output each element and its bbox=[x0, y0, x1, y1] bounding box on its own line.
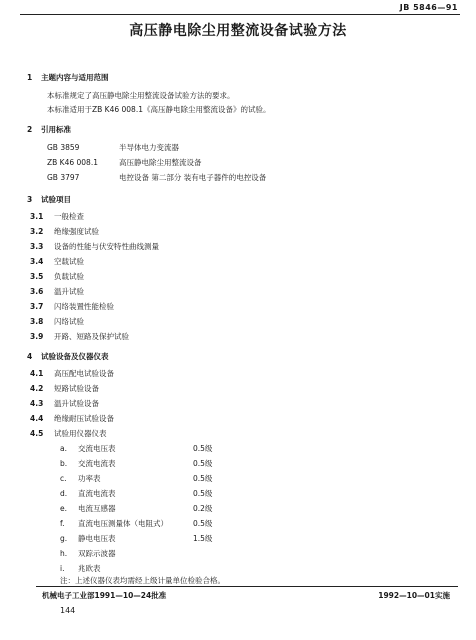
item-number: 3.1 bbox=[30, 212, 44, 221]
item-text: 绝缘强度试验 bbox=[54, 227, 99, 236]
list-item bbox=[30, 271, 84, 282]
instrument-row bbox=[60, 518, 212, 529]
section-3-heading bbox=[27, 194, 71, 205]
section-title: 试验项目 bbox=[41, 195, 71, 204]
instrument-accuracy: 0.5级 bbox=[193, 489, 213, 498]
instrument-name: 静电电压表 bbox=[78, 534, 116, 543]
instrument-row bbox=[60, 443, 212, 454]
list-item bbox=[30, 256, 84, 267]
instrument-accuracy: 1.5级 bbox=[193, 534, 213, 543]
section-title: 试验设备及仪器仪表 bbox=[41, 352, 109, 361]
instrument-name: 双踪示波器 bbox=[78, 549, 116, 558]
instrument-letter: a. bbox=[60, 444, 67, 453]
item-text: 空载试验 bbox=[54, 257, 84, 266]
instrument-letter: h. bbox=[60, 549, 68, 558]
list-item bbox=[30, 241, 159, 252]
instrument-letter: d. bbox=[60, 489, 68, 498]
reference-desc: 高压静电除尘用整流设备 bbox=[119, 158, 202, 167]
top-rule bbox=[20, 14, 460, 15]
instrument-row bbox=[60, 488, 212, 499]
approval-line: 机械电子工业部1991—10—24批准 bbox=[42, 591, 167, 600]
section-title: 引用标准 bbox=[41, 125, 71, 134]
instrument-accuracy: 0.5级 bbox=[193, 444, 213, 453]
section-1-heading bbox=[27, 72, 109, 83]
list-item bbox=[30, 211, 84, 222]
instrument-accuracy: 0.5级 bbox=[193, 474, 213, 483]
instrument-note: 注：上述仪器仪表均需经上级计量单位检验合格。 bbox=[60, 576, 225, 585]
reference-code: GB 3859 bbox=[47, 143, 80, 152]
item-text: 开路、短路及保护试验 bbox=[54, 332, 129, 341]
list-item bbox=[30, 398, 99, 409]
item-number: 3.6 bbox=[30, 287, 44, 296]
list-item bbox=[30, 413, 114, 424]
item-text: 温升试验 bbox=[54, 287, 84, 296]
item-text: 高压配电试验设备 bbox=[54, 369, 114, 378]
instrument-accuracy: 0.5级 bbox=[193, 459, 213, 468]
list-item bbox=[30, 226, 99, 237]
section-number: 3 bbox=[27, 195, 33, 204]
reference-desc: 电控设备 第二部分 装有电子器件的电控设备 bbox=[119, 173, 267, 182]
instrument-letter: c. bbox=[60, 474, 67, 483]
instrument-row bbox=[60, 563, 193, 574]
reference-row bbox=[47, 172, 266, 183]
item-number: 3.8 bbox=[30, 317, 44, 326]
instrument-row bbox=[60, 548, 193, 559]
page-number: 144 bbox=[60, 606, 76, 615]
instrument-accuracy: 0.2级 bbox=[193, 504, 213, 513]
item-text: 闪络试验 bbox=[54, 317, 84, 326]
instrument-row bbox=[60, 458, 212, 469]
item-text: 试验用仪器仪表 bbox=[54, 429, 107, 438]
item-number: 4.2 bbox=[30, 384, 44, 393]
section-1-line-1: 本标准规定了高压静电除尘用整流设备试验方法的要求。 bbox=[47, 91, 235, 100]
item-text: 温升试验设备 bbox=[54, 399, 99, 408]
instrument-row bbox=[60, 533, 212, 544]
reference-row bbox=[47, 142, 179, 153]
list-item bbox=[30, 286, 84, 297]
item-number: 3.3 bbox=[30, 242, 44, 251]
instrument-letter: i. bbox=[60, 564, 65, 573]
instrument-letter: e. bbox=[60, 504, 67, 513]
item-text: 绝缘耐压试验设备 bbox=[54, 414, 114, 423]
item-text: 短路试验设备 bbox=[54, 384, 99, 393]
section-title: 主题内容与适用范围 bbox=[41, 73, 109, 82]
reference-row bbox=[47, 157, 202, 168]
item-number: 3.5 bbox=[30, 272, 44, 281]
instrument-name: 电流互感器 bbox=[78, 504, 116, 513]
item-number: 3.9 bbox=[30, 332, 44, 341]
section-number: 2 bbox=[27, 125, 33, 134]
item-number: 3.4 bbox=[30, 257, 44, 266]
item-number: 3.2 bbox=[30, 227, 44, 236]
standard-number: JB 5846—91 bbox=[399, 3, 458, 12]
reference-code: GB 3797 bbox=[47, 173, 80, 182]
instrument-letter: f. bbox=[60, 519, 65, 528]
item-text: 设备的性能与伏安特性曲线测量 bbox=[54, 242, 159, 251]
item-number: 4.5 bbox=[30, 429, 44, 438]
section-2-heading bbox=[27, 124, 71, 135]
implementation-date: 1992—10—01实施 bbox=[378, 591, 450, 600]
item-number: 4.3 bbox=[30, 399, 44, 408]
instrument-row bbox=[60, 473, 212, 484]
instrument-letter: g. bbox=[60, 534, 68, 543]
bottom-rule bbox=[36, 586, 458, 587]
item-number: 4.4 bbox=[30, 414, 44, 423]
instrument-name: 功率表 bbox=[78, 474, 101, 483]
instrument-row bbox=[60, 503, 212, 514]
list-item bbox=[30, 331, 129, 342]
document-title: 高压静电除尘用整流设备试验方法 bbox=[129, 23, 347, 39]
instrument-name: 兆欧表 bbox=[78, 564, 101, 573]
item-text: 闪络装置性能检验 bbox=[54, 302, 114, 311]
section-4-heading bbox=[27, 351, 109, 362]
list-item bbox=[30, 428, 107, 439]
reference-desc: 半导体电力变流器 bbox=[119, 143, 179, 152]
item-number: 4.1 bbox=[30, 369, 44, 378]
item-number: 3.7 bbox=[30, 302, 44, 311]
section-number: 4 bbox=[27, 352, 33, 361]
instrument-name: 交流电压表 bbox=[78, 444, 116, 453]
reference-code: ZB K46 008.1 bbox=[47, 158, 98, 167]
section-1-line-2: 本标准适用于ZB K46 008.1《高压静电除尘用整流设备》的试验。 bbox=[47, 105, 271, 114]
instrument-letter: b. bbox=[60, 459, 68, 468]
item-text: 一般检查 bbox=[54, 212, 84, 221]
instrument-name: 直流电压测量体（电阻式） bbox=[78, 519, 168, 528]
instrument-name: 交流电流表 bbox=[78, 459, 116, 468]
list-item bbox=[30, 383, 99, 394]
list-item bbox=[30, 368, 114, 379]
section-number: 1 bbox=[27, 73, 33, 82]
item-text: 负载试验 bbox=[54, 272, 84, 281]
list-item bbox=[30, 301, 114, 312]
list-item bbox=[30, 316, 84, 327]
instrument-accuracy: 0.5级 bbox=[193, 519, 213, 528]
instrument-name: 直流电流表 bbox=[78, 489, 116, 498]
